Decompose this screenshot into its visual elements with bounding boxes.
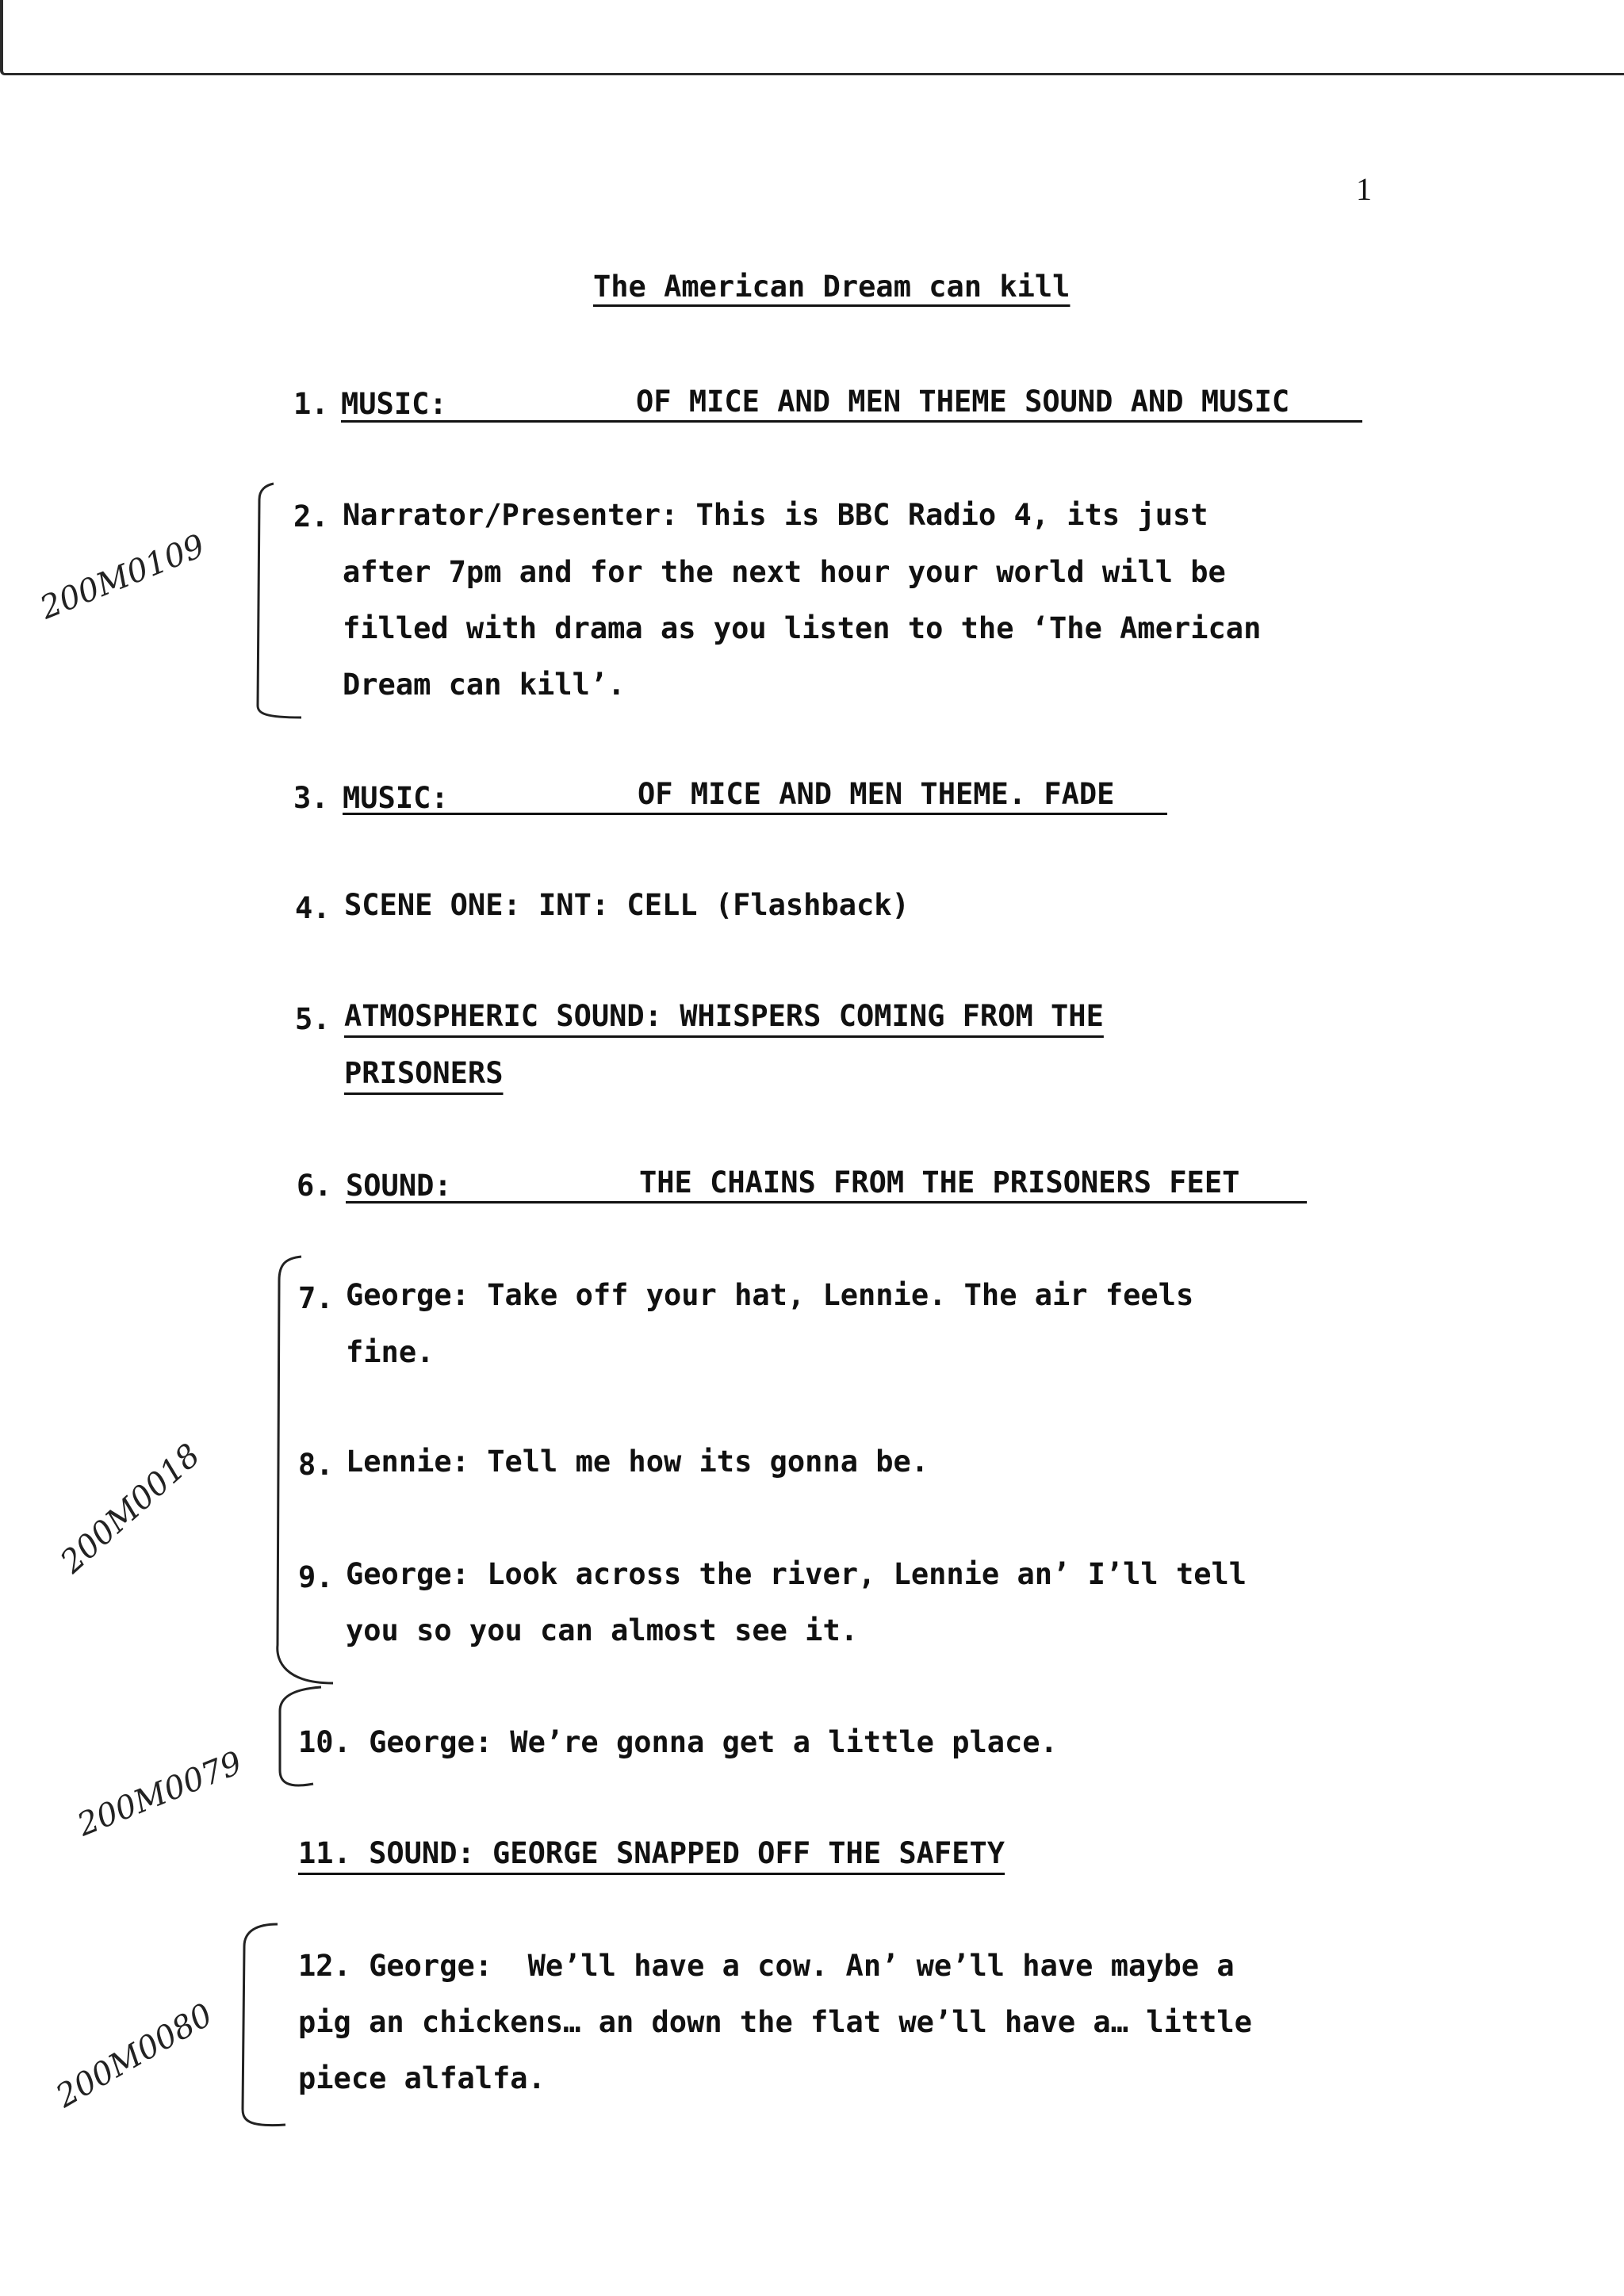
item-3-underline (343, 813, 1167, 815)
item-3-label: MUSIC: (343, 781, 449, 815)
item-9-line: George: Look across the river, Lennie an’ I’ll tell (346, 1557, 1247, 1591)
item-1-label: MUSIC: (341, 387, 447, 421)
handwritten-bracket (250, 476, 313, 729)
script-title: The American Dream can kill (593, 270, 1071, 304)
item-6-number: 6. (297, 1169, 332, 1203)
item-7-number: 7. (298, 1281, 334, 1315)
item-1-number: 1. (293, 387, 329, 421)
item-1-underline (341, 420, 1362, 423)
item-2-line: Dream can kill’. (343, 668, 626, 702)
item-6-underline (346, 1201, 1307, 1203)
item-10-dialogue: 10. George: We’re gonna get a little place. (298, 1725, 1058, 1759)
item-11-sound-cue: 11. SOUND: GEORGE SNAPPED OFF THE SAFETY (298, 1836, 1005, 1870)
handwritten-code: 200M0079 (72, 1744, 247, 1844)
item-3-cue: OF MICE AND MEN THEME. FADE (638, 777, 1115, 811)
item-2-line: after 7pm and for the next hour your world will be (343, 555, 1226, 589)
item-3-number: 3. (293, 781, 329, 815)
item-4-number: 4. (295, 891, 331, 925)
item-7-line: George: Take off your hat, Lennie. The air feels (346, 1278, 1194, 1312)
page-number: 1 (1356, 171, 1372, 207)
handwritten-bracket (266, 1679, 329, 1798)
item-2-line: Narrator/Presenter: This is BBC Radio 4, its just (343, 498, 1208, 532)
item-2-line: filled with drama as you listen to the ‘The American (343, 611, 1262, 645)
item-8-dialogue: Lennie: Tell me how its gonna be. (346, 1445, 929, 1479)
item-5-line: ATMOSPHERIC SOUND: WHISPERS COMING FROM THE (344, 999, 1104, 1033)
item-9-number: 9. (298, 1560, 334, 1594)
handwritten-code: 200M0080 (50, 1996, 219, 2115)
item-4-scene-heading: SCENE ONE: INT: CELL (Flashback) (344, 888, 910, 922)
item-12-line: piece alfalfa. (298, 2061, 546, 2095)
scanned-page-edge (0, 0, 1624, 75)
handwritten-bracket (230, 1915, 293, 2137)
item-5-line: PRISONERS (344, 1056, 504, 1090)
item-12-line: 12. George: We’ll have a cow. An’ we’ll have maybe a (298, 1949, 1235, 1983)
item-12-line: pig an chickens… an down the flat we’ll have a… little (298, 2005, 1252, 2039)
item-6-cue: THE CHAINS FROM THE PRISONERS FEET (639, 1165, 1240, 1200)
handwritten-code: 200M0109 (35, 527, 210, 627)
item-6-label: SOUND: (346, 1169, 452, 1203)
item-9-line: you so you can almost see it. (346, 1613, 859, 1647)
item-8-number: 8. (298, 1448, 334, 1482)
item-2-number: 2. (293, 499, 329, 534)
item-7-line: fine. (346, 1335, 435, 1369)
item-5-number: 5. (295, 1002, 331, 1036)
handwritten-bracket (262, 1249, 325, 1693)
handwritten-code: 200M0018 (53, 1437, 208, 1581)
item-1-cue: OF MICE AND MEN THEME SOUND AND MUSIC (636, 385, 1290, 419)
